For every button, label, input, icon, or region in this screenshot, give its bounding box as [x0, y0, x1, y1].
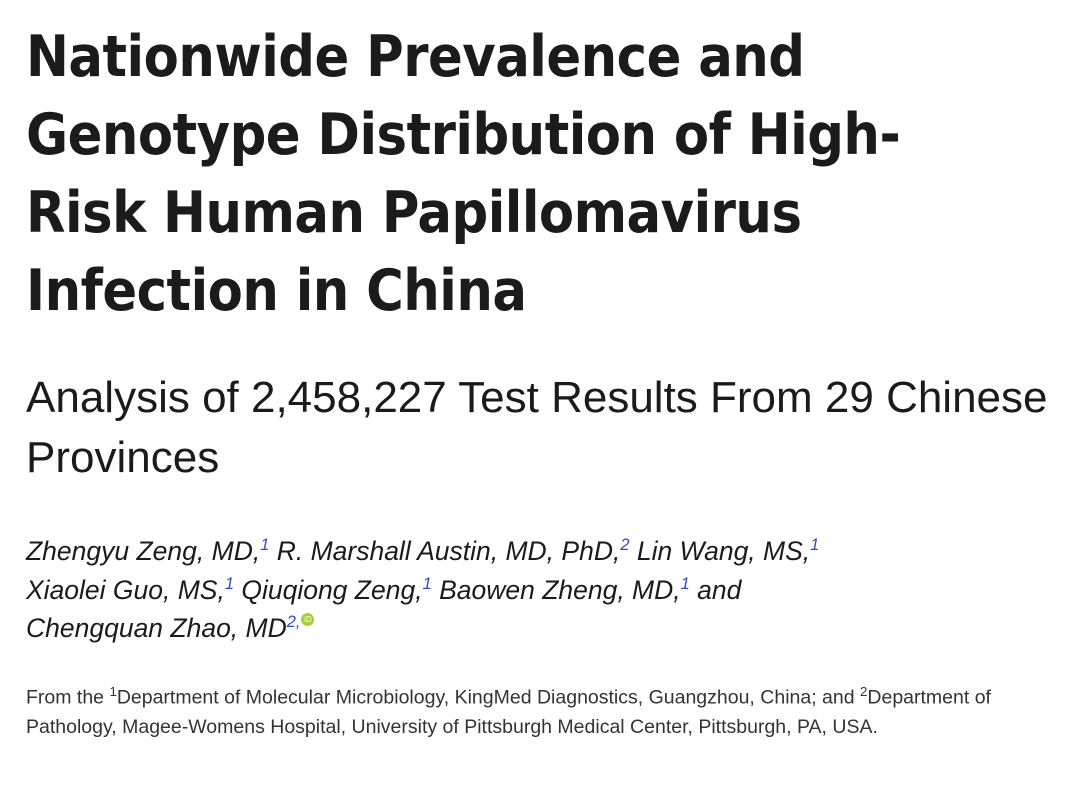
- orcid-id-icon[interactable]: [301, 613, 314, 626]
- affiliations: [26, 682, 1054, 743]
- author-zhengyu-zeng: Zhengyu Zeng, MD,: [26, 535, 261, 566]
- author-chengquan-zhao: Chengquan Zhao, MD: [26, 613, 287, 644]
- affiliation-marker-2: 2: [860, 684, 868, 700]
- author-list: [26, 532, 1026, 648]
- affiliation-prefix: From the: [26, 686, 110, 709]
- author-affiliation-marker: 2: [620, 536, 630, 555]
- author-qiuqiong-zeng: Qiuqiong Zeng,: [233, 574, 423, 605]
- author-lin-wang: Lin Wang, MS,: [629, 535, 811, 566]
- author-affiliation-marker: 1: [422, 574, 432, 593]
- author-affiliation-marker: 2,: [286, 613, 301, 632]
- author-affiliation-marker: 1: [224, 574, 234, 593]
- author-xiaolei-guo: Xiaolei Guo, MS,: [26, 574, 225, 605]
- author-affiliation-marker: 1: [680, 574, 690, 593]
- article-subtitle: Analysis of 2,458,227 Test Results From 29 Chinese Provinces: [26, 373, 1048, 483]
- affiliation-marker-1: 1: [109, 684, 117, 700]
- author-r-marshall-austin: R. Marshall Austin, MD, PhD,: [269, 535, 621, 566]
- author-affiliation-marker: 1: [810, 536, 820, 555]
- author-baowen-zheng: Baowen Zheng, MD,: [431, 574, 681, 605]
- author-affiliation-marker: 1: [260, 536, 270, 555]
- author-conjunction: and: [689, 574, 742, 605]
- page-title: Nationwide Prevalence and Genotype Distribution of High-Risk Human Papillomavirus Infection in China: [26, 24, 901, 325]
- affiliation-text-2: Department of Pathology, Magee-Womens Hospital, University of Pittsburgh Medical Center, Pittsburgh, PA, USA.: [26, 686, 991, 739]
- affiliation-text-1: Department of Molecular Microbiology, KingMed Diagnostics, Guangzhou, China; and: [116, 686, 861, 709]
